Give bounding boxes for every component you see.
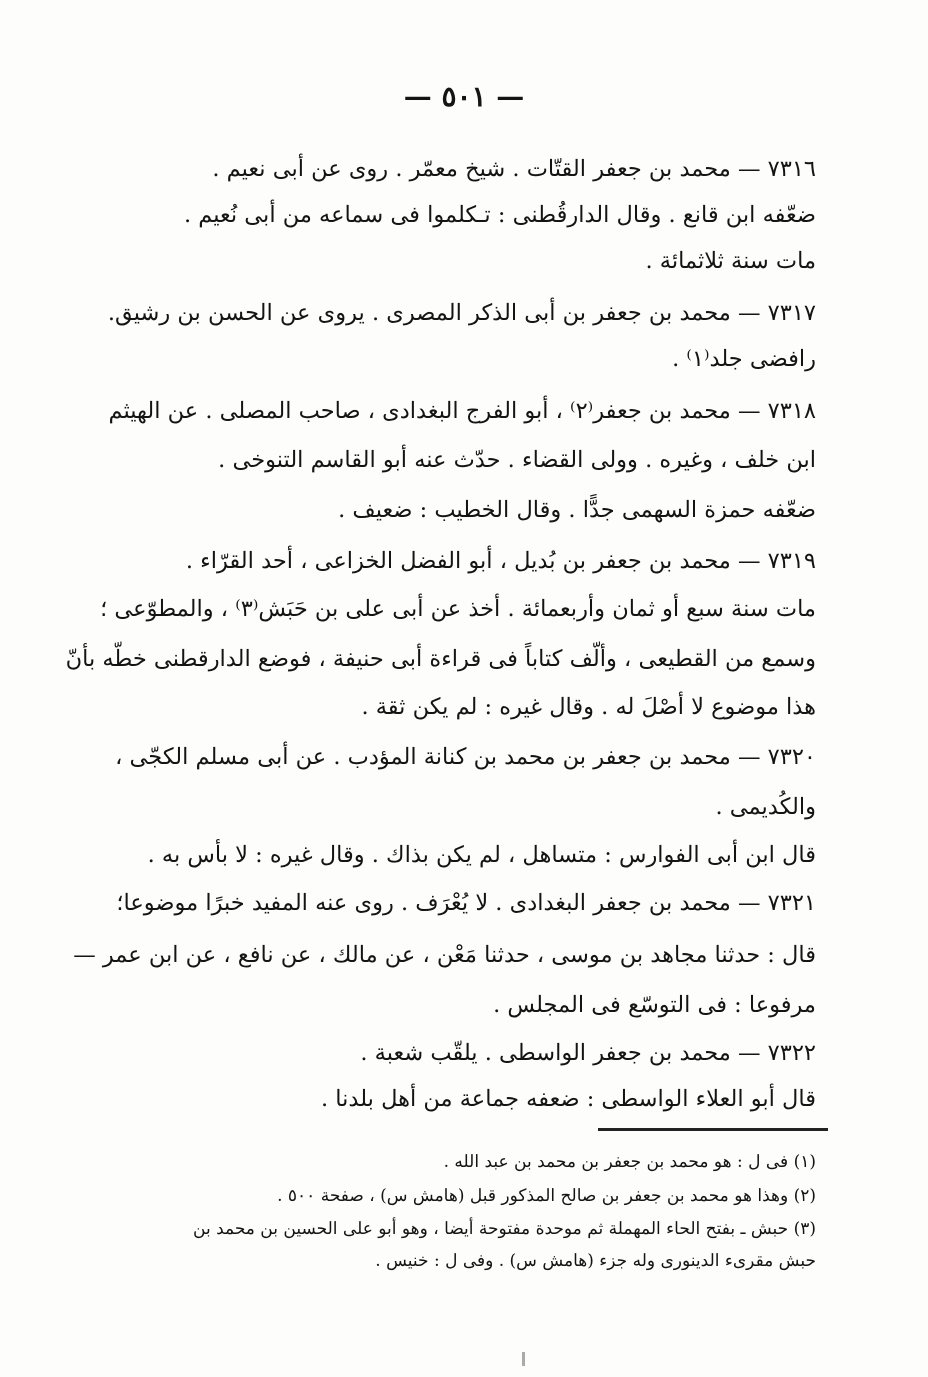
entry-7316-line-1: ٧٣١٦ — محمد بن جعفر القتّات . شيخ معمّر . روى عن أبى نعيم . [212,156,816,182]
entry-7322-line-2: قال أبو العلاء الواسطى : ضعفه جماعة من أهل بلدنا . [321,1086,816,1112]
entry-7318-line-1: ٧٣١٨ — محمد بن جعفر⁽٢⁾ ، أبو الفرج البغدادى ، صاحب المصلى . عن الهيثم [108,398,816,424]
entry-7316-line-2: ضعّفه ابن قانع . وقال الدارقُطنى : تـكلموا فى سماعه من أبى نُعيم . [183,202,816,228]
entry-7321-line-2: قال : حدثنا مجاهد بن موسى ، حدثنا مَعْن ، عن مالك ، عن نافع ، عن ابن عمر — [73,942,816,968]
entry-7318-line-3: ضعّفه حمزة السهمى جدًّا . وقال الخطيب : ضعيف . [338,497,816,523]
entry-7316-line-3: مات سنة ثلاثمائة . [645,248,816,274]
footnote-2: (٢) وهذا هو محمد بن جعفر بن صالح المذكور قبل (هامش س) ، صفحة ٥٠٠ . [277,1186,816,1206]
entry-7322-line-1: ٧٣٢٢ — محمد بن جعفر الواسطى . يلقّب شعبة . [360,1040,816,1066]
footnote-3-line-1: (٣) حبش ـ بفتح الحاء المهملة ثم موحدة مفتوحة أيضا ، وهو أبو على الحسين بن محمد بن [193,1219,816,1239]
entry-7320-line-1: ٧٣٢٠ — محمد بن جعفر بن محمد بن كنانة المؤدب . عن أبى مسلم الكجّى ، [115,744,816,770]
entry-7319-line-4: هذا موضوع لا أصْلَ له . وقال غيره : لم يكن ثقة . [361,694,816,720]
entry-7317-line-1: ٧٣١٧ — محمد بن جعفر بن أبى الذكر المصرى . يروى عن الحسن بن رشيق. [107,300,816,326]
entry-7321-line-1: ٧٣٢١ — محمد بن جعفر البغدادى . لا يُعْرَف . روى عنه المفيد خبرًا موضوعا؛ [116,890,816,916]
footnote-3-line-2: حبش مقرىء الدينورى وله جزء (هامش س) . وفى ل : خنيس . [375,1251,816,1271]
entry-7320-line-3: قال ابن أبى الفوارس : متساهل ، لم يكن بذاك . وقال غيره : لا بأس به . [147,842,816,868]
entry-7317-line-2: رافضى جلد⁽١⁾ . [672,346,816,372]
footnote-divider [598,1128,828,1131]
footnote-1: (١) فى ل : هو محمد بن جعفر بن محمد بن عبد الله . [443,1152,816,1172]
entry-7319-line-3: وسمع من القطيعى ، وألّف كتاباً فى قراءة أبى حنيفة ، فوضع الدارقطنى خطّه بأنّ [65,646,816,672]
scan-mark [522,1352,525,1366]
entry-7319-line-2: مات سنة سبع أو ثمان وأربعمائة . أخذ عن أبى على بن حَبَش⁽٣⁾ ، والمطوّعى ؛ [100,596,816,622]
entry-7320-line-2: والكُديمى . [715,794,816,820]
page-number: — ٥٠١ — [403,80,525,113]
entry-7319-line-1: ٧٣١٩ — محمد بن جعفر بن بُديل ، أبو الفضل الخزاعى ، أحد القرّاء . [185,548,816,574]
entry-7321-line-3: مرفوعا : فى التوسّع فى المجلس . [493,992,816,1018]
entry-7318-line-2: ابن خلف ، وغيره . وولى القضاء . حدّث عنه أبو القاسم التنوخى . [218,447,816,473]
